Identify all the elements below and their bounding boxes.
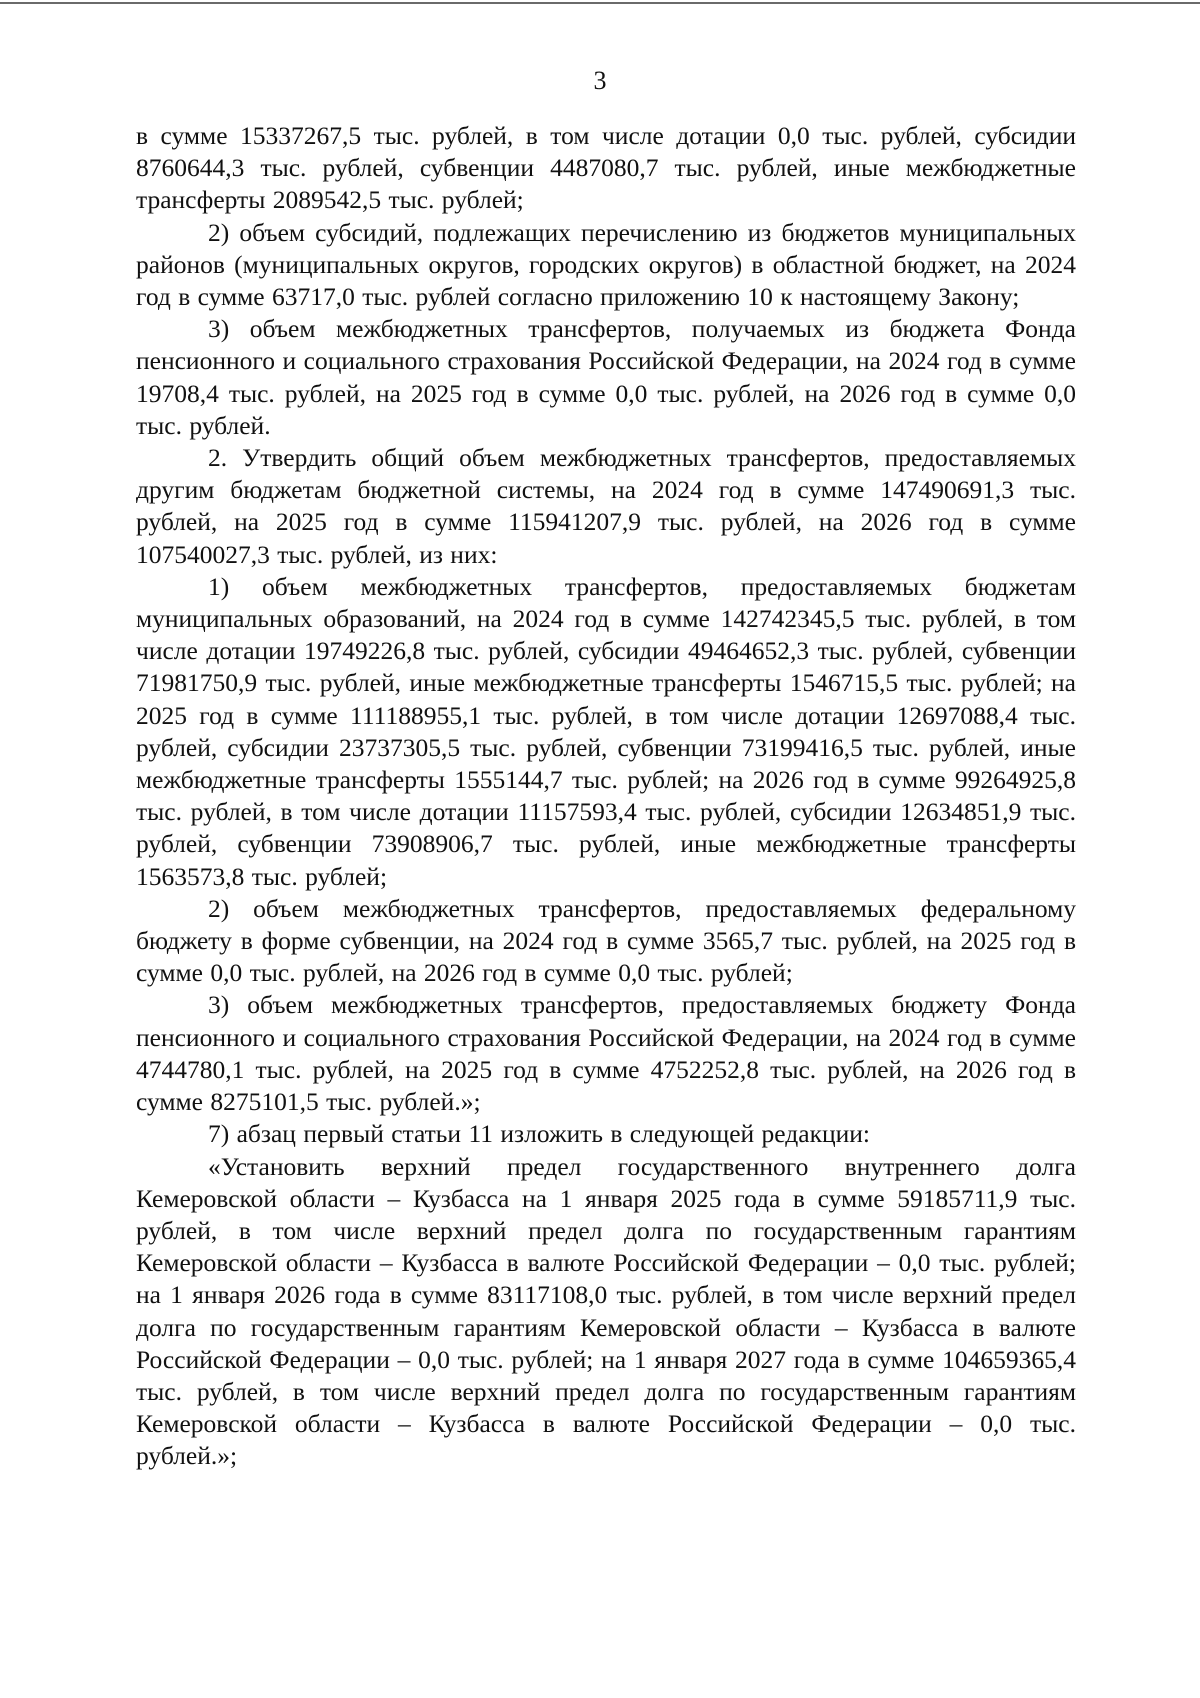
document-body [136,120,1076,1473]
paragraph-article-11-amendment: 7) абзац первый статьи 11 изложить в следующей редакции: [208,1119,870,1149]
paragraph-transfers-to-municipalities: 1) объем межбюджетных трансфертов, предоставляемых бюджетам муниципальных образований, на 2024 год в сумме 142742345,5 тыс. рублей, в том числе дотации 19749226,8 тыс. рублей, субсидии 49464652,3 тыс. рублей, субвенции 71981750,9 тыс. рублей, иные межбюджетные трансферты 1546715,5 тыс. рублей; на 2025 год в сумме 111188955,1 тыс. рублей, в том числе дотации 12697088,4 тыс. рублей, субсидии 23737305,5 тыс. рублей, субвенции 73199416,5 тыс. рублей, иные межбюджетные трансферты 1555144,7 тыс. рублей; на 2026 год в сумме 99264925,8 тыс. рублей, в том числе дотации 11157593,4 тыс. рублей, субсидии 12634851,9 тыс. рублей, субвенции 73908906,7 тыс. рублей, иные межбюджетные трансферты 1563573,8 тыс. рублей; [136,571,1076,891]
paragraph-subsidies-from-municipal-budgets: 2) объем субсидий, подлежащих перечислению из бюджетов муниципальных районов (муниципальных округов, городских округов) в областной бюджет, на 2024 год в сумме 63717,0 тыс. рублей согласно приложению 10 к настоящему Закону; [136,217,1076,312]
page-number: 3 [593,66,607,95]
paragraph-transfers-from-pension-fund: 3) объем межбюджетных трансфертов, получаемых из бюджета Фонда пенсионного и социального страхования Российской Федерации, на 2024 год в сумме 19708,4 тыс. рублей, на 2025 год в сумме 0,0 тыс. рублей, на 2026 год в сумме 0,0 тыс. рублей. [136,314,1076,440]
paragraph-budget-transfers-continued: в сумме 15337267,5 тыс. рублей, в том числе дотации 0,0 тыс. рублей, субсидии 8760644,3 тыс. рублей, субвенции 4487080,7 тыс. рублей, иные межбюджетные трансферты 2089542,5 тыс. рублей; [136,121,1076,215]
scan-top-edge [0,2,1200,4]
paragraph-transfers-to-pension-fund: 3) объем межбюджетных трансфертов, предоставляемых бюджету Фонда пенсионного и социального страхования Российской Федерации, на 2024 год в сумме 4744780,1 тыс. рублей, на 2025 год в сумме 4752252,8 тыс. рублей, на 2026 год в сумме 8275101,5 тыс. рублей.»; [136,990,1076,1117]
paragraph-total-transfers-approval: 2. Утвердить общий объем межбюджетных трансфертов, предоставляемых другим бюджетам бюджетной системы, на 2024 год в сумме 147490691,3 тыс. рублей, на 2025 год в сумме 115941207,9 тыс. рублей, на 2026 год в сумме 107540027,3 тыс. рублей, из них: [136,443,1076,569]
paragraph-debt-ceiling: «Установить верхний предел государственного внутреннего долга Кемеровской области – Кузбасса на 1 января 2025 года в сумме 59185711,9 тыс. рублей, в том числе верхний предел долга по государственным гарантиям Кемеровской области – Кузбасса в валюте Российской Федерации – 0,0 тыс. рублей; на 1 января 2026 года в сумме 83117108,0 тыс. рублей, в том числе верхний предел долга по государственным гарантиям Кемеровской области – Кузбасса в валюте Российской Федерации – 0,0 тыс. рублей; на 1 января 2027 года в сумме 104659365,4 тыс. рублей, в том числе верхний предел долга по государственным гарантиям Кемеровской области – Кузбасса в валюте Российской Федерации – 0,0 тыс. рублей.»; [136,1151,1076,1471]
paragraph-transfers-to-federal-budget: 2) объем межбюджетных трансфертов, предоставляемых федеральному бюджету в форме субвенции, на 2024 год в сумме 3565,7 тыс. рублей, на 2025 год в сумме 0,0 тыс. рублей, на 2026 год в сумме 0,0 тыс. рублей; [136,893,1076,988]
